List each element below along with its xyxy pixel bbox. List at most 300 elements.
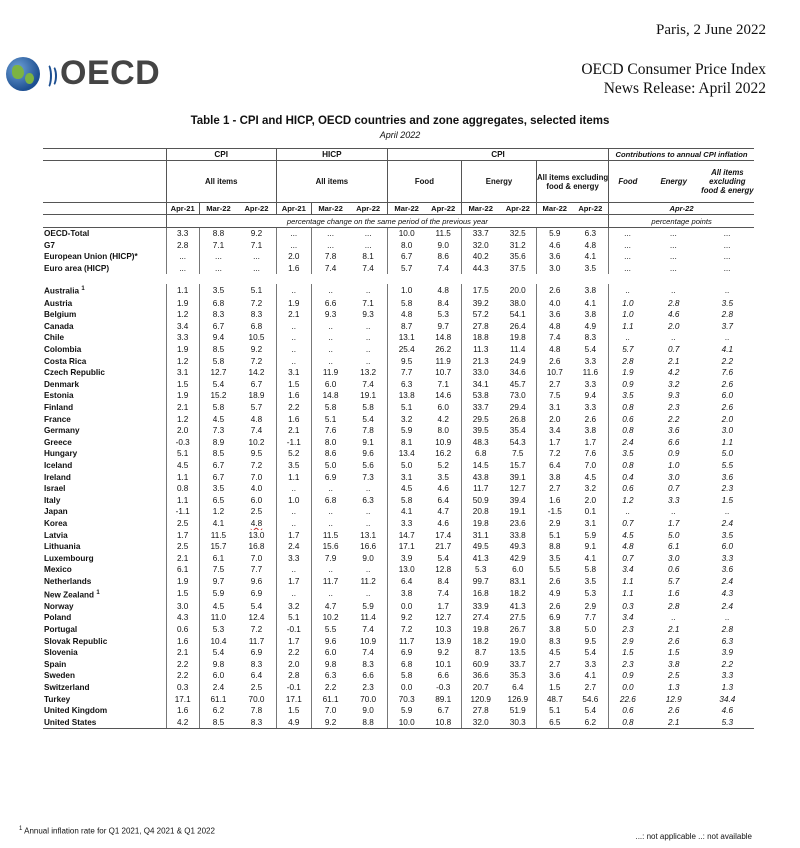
value-cell: 2.6 bbox=[537, 284, 573, 297]
country-cell bbox=[43, 612, 166, 624]
country-name: Euro area (HICP) bbox=[44, 263, 110, 273]
table-row bbox=[43, 309, 754, 321]
value-cell: 48.7 bbox=[537, 694, 573, 706]
value-cell: 1.5 bbox=[609, 647, 647, 659]
value-cell: 89.1 bbox=[435, 694, 452, 704]
header-contributions: Contributions to annual CPI inflation bbox=[609, 149, 754, 161]
release-date: Paris, 2 June 2022 bbox=[656, 22, 766, 38]
value-cell: 11.7 bbox=[461, 483, 499, 495]
value-cell: ... bbox=[166, 251, 199, 263]
value-cell: 0.3 bbox=[166, 682, 199, 694]
footnote-ref: 1 bbox=[81, 286, 85, 293]
country-name: Sweden bbox=[44, 671, 75, 681]
table-row bbox=[43, 659, 754, 671]
value-cell: 2.8 bbox=[721, 310, 734, 320]
value-cell: 41.3 bbox=[461, 553, 499, 565]
value-cell: ... bbox=[276, 228, 311, 240]
value-cell: 2.8 bbox=[166, 240, 199, 252]
value-cell: 2.5 bbox=[250, 683, 263, 693]
value-cell: ... bbox=[609, 263, 647, 275]
value-cell: .. bbox=[311, 518, 349, 530]
value-cell: 7.8 bbox=[250, 706, 263, 716]
country-name: Israel bbox=[44, 484, 66, 494]
value-cell: 2.2 bbox=[311, 682, 349, 694]
value-cell: 11.6 bbox=[582, 368, 598, 378]
value-cell: 33.0 bbox=[461, 367, 499, 379]
value-cell: 3.0 bbox=[667, 553, 680, 563]
value-cell: 35.4 bbox=[509, 426, 526, 436]
country-cell bbox=[43, 518, 166, 530]
value-cell: 8.3 bbox=[250, 659, 263, 669]
legend-note: ...: not applicable ..: not available bbox=[635, 832, 752, 841]
table-row bbox=[43, 298, 754, 310]
value-cell: .. bbox=[725, 507, 730, 517]
value-cell: 9.2 bbox=[387, 612, 425, 624]
value-cell: 1.0 bbox=[667, 461, 680, 471]
country-name: Korea bbox=[44, 518, 68, 528]
value-cell: 2.8 bbox=[667, 601, 680, 611]
value-cell: 2.4 bbox=[721, 601, 734, 611]
value-cell: 17.5 bbox=[461, 284, 499, 297]
value-cell: 9.7 bbox=[437, 321, 449, 331]
value-cell: 11.5 bbox=[311, 530, 349, 542]
value-cell: 3.9 bbox=[387, 553, 425, 565]
value-cell: 23.6 bbox=[509, 518, 526, 528]
value-cell: 3.5 bbox=[609, 448, 647, 460]
country-cell bbox=[43, 251, 166, 263]
value-cell: 3.4 bbox=[537, 425, 573, 437]
value-cell: 6.8 bbox=[387, 659, 425, 671]
value-cell: 5.9 bbox=[584, 530, 597, 540]
value-cell: 6.7 bbox=[199, 472, 237, 484]
value-cell: 70.0 bbox=[248, 694, 265, 704]
value-cell: 3.3 bbox=[584, 356, 597, 366]
value-cell: 4.2 bbox=[667, 368, 680, 378]
value-cell: 7.1 bbox=[362, 298, 374, 308]
value-cell: 1.2 bbox=[166, 356, 199, 368]
value-cell: .. bbox=[725, 286, 730, 296]
country-name: Iceland bbox=[44, 461, 73, 471]
value-cell: -0.3 bbox=[166, 437, 199, 449]
value-cell: 9.5 bbox=[584, 636, 597, 646]
value-cell: 2.0 bbox=[276, 659, 311, 671]
value-cell: .. bbox=[276, 356, 311, 368]
value-cell: 7.1 bbox=[250, 240, 263, 250]
value-cell: 0.8 bbox=[609, 460, 647, 472]
value-cell: 0.6 bbox=[609, 705, 647, 717]
value-cell: 0.3 bbox=[609, 601, 647, 613]
value-cell: 19.8 bbox=[509, 333, 526, 343]
value-cell: ... bbox=[723, 229, 731, 238]
value-cell: 36.6 bbox=[461, 670, 499, 682]
header-all-items-excl: All items excluding food & energy bbox=[537, 161, 609, 203]
value-cell: 9.4 bbox=[584, 391, 597, 401]
value-cell: 39.1 bbox=[509, 472, 526, 482]
value-cell: 15.7 bbox=[199, 541, 237, 553]
value-cell: 7.4 bbox=[362, 625, 374, 635]
value-cell: 70.3 bbox=[387, 694, 425, 706]
value-cell: 19.8 bbox=[461, 518, 499, 530]
value-cell: 6.3 bbox=[311, 670, 349, 682]
col-apr22: Apr-22 bbox=[237, 203, 276, 215]
value-cell: 4.5 bbox=[584, 472, 597, 482]
value-cell: 7.2 bbox=[250, 298, 263, 308]
value-cell: 6.5 bbox=[537, 717, 573, 729]
col-mar22: Mar-22 bbox=[537, 203, 573, 215]
value-cell: 3.3 bbox=[667, 495, 680, 505]
value-cell: 14.6 bbox=[435, 391, 452, 401]
value-cell: 32.5 bbox=[509, 229, 526, 238]
value-cell: 2.2 bbox=[667, 414, 680, 424]
value-cell: 9.5 bbox=[387, 356, 425, 368]
value-cell: 3.5 bbox=[537, 553, 573, 565]
value-cell: .. bbox=[311, 483, 349, 495]
value-cell: 38.0 bbox=[509, 298, 526, 308]
value-cell: 7.0 bbox=[584, 461, 597, 471]
value-cell: 5.8 bbox=[387, 670, 425, 682]
value-cell: 8.3 bbox=[362, 659, 374, 669]
table-row bbox=[43, 506, 754, 518]
value-cell: 6.0 bbox=[437, 403, 449, 413]
header-all-items-cpi: All items bbox=[166, 161, 276, 203]
value-cell: 0.6 bbox=[609, 414, 647, 426]
value-cell: 6.4 bbox=[250, 671, 263, 681]
value-cell: 13.1 bbox=[360, 530, 377, 540]
value-cell: .. bbox=[609, 506, 647, 518]
value-cell: 4.8 bbox=[537, 344, 573, 356]
value-cell: 18.2 bbox=[461, 636, 499, 648]
value-cell: 1.1 bbox=[276, 472, 311, 484]
value-cell: 0.4 bbox=[609, 472, 647, 484]
value-cell: 10.3 bbox=[435, 625, 452, 635]
value-cell: 9.4 bbox=[199, 332, 237, 344]
value-cell: 5.1 bbox=[166, 448, 199, 460]
value-cell: 19.8 bbox=[461, 624, 499, 636]
value-cell: 17.1 bbox=[276, 694, 311, 706]
value-cell: 1.3 bbox=[721, 683, 734, 693]
value-cell: .. bbox=[276, 588, 311, 601]
value-cell: 17.4 bbox=[435, 530, 452, 540]
value-cell: 9.2 bbox=[311, 717, 349, 729]
value-cell: 2.8 bbox=[609, 356, 647, 368]
value-cell: 1.7 bbox=[166, 530, 199, 542]
value-cell: 8.7 bbox=[461, 647, 499, 659]
value-cell: 2.4 bbox=[199, 682, 237, 694]
value-cell: 33.8 bbox=[509, 530, 526, 540]
value-cell: 12.8 bbox=[435, 565, 452, 575]
value-cell: 14.8 bbox=[435, 333, 452, 343]
country-cell bbox=[43, 624, 166, 636]
value-cell: 4.8 bbox=[437, 286, 449, 296]
country-cell bbox=[43, 576, 166, 588]
value-cell: 2.0 bbox=[721, 414, 734, 424]
value-cell: 6.0 bbox=[199, 670, 237, 682]
value-cell: 2.6 bbox=[721, 379, 734, 389]
value-cell: 0.9 bbox=[667, 449, 680, 459]
country-cell bbox=[43, 298, 166, 310]
value-cell: 2.8 bbox=[276, 670, 311, 682]
value-cell: 7.5 bbox=[199, 564, 237, 576]
country-name: Hungary bbox=[44, 449, 78, 459]
signal-arcs-icon bbox=[42, 59, 58, 89]
value-cell: 6.0 bbox=[311, 379, 349, 391]
value-cell: 14.5 bbox=[461, 460, 499, 472]
value-cell: 6.8 bbox=[311, 495, 349, 507]
value-cell: 4.6 bbox=[667, 310, 680, 320]
value-cell: 70.0 bbox=[360, 694, 377, 704]
value-cell: 7.0 bbox=[311, 705, 349, 717]
col-apr22: Apr-22 bbox=[573, 203, 609, 215]
value-cell: 13.8 bbox=[387, 390, 425, 402]
value-cell: 8.5 bbox=[199, 344, 237, 356]
value-cell: 7.8 bbox=[311, 251, 349, 263]
value-cell: 3.5 bbox=[199, 284, 237, 297]
value-cell: 3.0 bbox=[166, 601, 199, 613]
value-cell: 5.0 bbox=[387, 460, 425, 472]
value-cell: 8.0 bbox=[387, 240, 425, 252]
value-cell: 2.2 bbox=[276, 647, 311, 659]
value-cell: 7.5 bbox=[537, 390, 573, 402]
value-cell: 8.9 bbox=[199, 437, 237, 449]
value-cell: 8.0 bbox=[311, 437, 349, 449]
table-row bbox=[43, 564, 754, 576]
cpi-table bbox=[43, 148, 754, 729]
value-cell: 7.0 bbox=[250, 553, 263, 563]
country-cell bbox=[43, 414, 166, 426]
value-cell: 7.3 bbox=[199, 425, 237, 437]
value-cell: .. bbox=[365, 589, 371, 599]
value-cell: 1.0 bbox=[276, 495, 311, 507]
header-energy: Energy bbox=[461, 161, 536, 203]
value-cell: 5.6 bbox=[362, 461, 374, 471]
value-cell: 5.8 bbox=[199, 356, 237, 368]
value-cell: 7.4 bbox=[362, 263, 374, 273]
value-cell: 11.7 bbox=[248, 636, 265, 646]
table-row bbox=[43, 541, 754, 553]
value-cell: 8.8 bbox=[537, 541, 573, 553]
value-cell: 3.3 bbox=[166, 228, 199, 240]
value-cell: 19.1 bbox=[509, 507, 526, 517]
country-cell bbox=[43, 284, 166, 297]
value-cell: 49.5 bbox=[461, 541, 499, 553]
value-cell: 10.4 bbox=[199, 636, 237, 648]
value-cell: 5.4 bbox=[250, 601, 263, 611]
value-cell: 1.6 bbox=[667, 589, 680, 599]
value-cell: 5.5 bbox=[537, 564, 573, 576]
country-cell bbox=[43, 717, 166, 729]
country-name: Turkey bbox=[44, 694, 71, 704]
table-row bbox=[43, 228, 754, 240]
table-row bbox=[43, 495, 754, 507]
table-row bbox=[43, 670, 754, 682]
table-row bbox=[43, 425, 754, 437]
value-cell: .. bbox=[311, 332, 349, 344]
value-cell: 2.6 bbox=[537, 576, 573, 588]
value-cell: 6.4 bbox=[437, 495, 449, 505]
table-row bbox=[43, 344, 754, 356]
value-cell: 6.3 bbox=[387, 379, 425, 391]
value-cell: 3.5 bbox=[584, 576, 597, 586]
country-cell bbox=[43, 705, 166, 717]
value-cell: 4.1 bbox=[584, 553, 597, 563]
value-cell: 1.7 bbox=[276, 530, 311, 542]
table-row bbox=[43, 472, 754, 484]
value-cell: 7.4 bbox=[362, 648, 374, 658]
value-cell: 83.1 bbox=[509, 576, 526, 586]
value-cell: 5.3 bbox=[584, 589, 597, 599]
value-cell: -0.1 bbox=[276, 624, 311, 636]
value-cell: 5.7 bbox=[250, 403, 263, 413]
value-cell: 11.3 bbox=[461, 344, 499, 356]
value-cell: 3.4 bbox=[609, 564, 647, 576]
country-cell bbox=[43, 553, 166, 565]
value-cell: 4.6 bbox=[437, 518, 449, 528]
value-cell: 4.0 bbox=[250, 484, 263, 494]
country-cell bbox=[43, 379, 166, 391]
value-cell: 26.4 bbox=[509, 321, 526, 331]
value-cell: 1.0 bbox=[387, 284, 425, 297]
value-cell: 4.5 bbox=[166, 460, 199, 472]
value-cell: 4.8 bbox=[250, 518, 263, 528]
value-cell: ... bbox=[609, 251, 647, 263]
value-cell: 8.3 bbox=[199, 309, 237, 321]
value-cell: 11.5 bbox=[435, 229, 451, 238]
country-cell bbox=[43, 682, 166, 694]
value-cell: 2.2 bbox=[166, 670, 199, 682]
country-name: Lithuania bbox=[44, 542, 81, 552]
unit-pct-change: percentage change on the same period of the previous year bbox=[166, 215, 608, 228]
value-cell: .. bbox=[276, 284, 311, 297]
value-cell: 1.7 bbox=[537, 437, 573, 449]
value-cell: 27.4 bbox=[461, 612, 499, 624]
value-cell: 8.3 bbox=[250, 310, 263, 320]
value-cell: 1.1 bbox=[166, 472, 199, 484]
value-cell: ... bbox=[609, 240, 647, 252]
country-cell bbox=[43, 240, 166, 252]
value-cell: 6.7 bbox=[199, 460, 237, 472]
value-cell: 73.0 bbox=[509, 391, 526, 401]
value-cell: 2.7 bbox=[537, 483, 573, 495]
value-cell: ... bbox=[364, 240, 372, 250]
value-cell: 5.0 bbox=[311, 460, 349, 472]
value-cell: 3.2 bbox=[584, 484, 597, 494]
value-cell: 3.0 bbox=[667, 472, 680, 482]
value-cell: 12.7 bbox=[435, 613, 452, 623]
value-cell: 3.8 bbox=[387, 588, 425, 601]
table-row bbox=[43, 332, 754, 344]
value-cell: 1.7 bbox=[276, 636, 311, 648]
value-cell: .. bbox=[311, 564, 349, 576]
value-cell: 8.4 bbox=[437, 576, 449, 586]
value-cell: 2.5 bbox=[166, 541, 199, 553]
value-cell: 8.4 bbox=[437, 298, 449, 308]
value-cell: .. bbox=[365, 484, 371, 494]
value-cell: 6.8 bbox=[199, 298, 237, 310]
value-cell: 27.5 bbox=[509, 613, 526, 623]
value-cell: 1.6 bbox=[276, 263, 311, 275]
value-cell: 6.7 bbox=[387, 251, 425, 263]
value-cell: 31.2 bbox=[509, 240, 526, 250]
value-cell: 0.6 bbox=[609, 483, 647, 495]
value-cell: 5.9 bbox=[387, 705, 425, 717]
value-cell: 5.0 bbox=[721, 449, 734, 459]
value-cell: 2.0 bbox=[584, 495, 597, 505]
country-cell bbox=[43, 647, 166, 659]
logo-text: OECD bbox=[60, 54, 161, 92]
value-cell: 7.7 bbox=[250, 565, 263, 575]
value-cell: 2.1 bbox=[166, 647, 199, 659]
value-cell: 7.3 bbox=[362, 472, 374, 482]
value-cell: 1.0 bbox=[609, 309, 647, 321]
value-cell: 10.7 bbox=[435, 368, 452, 378]
value-cell: 7.6 bbox=[584, 449, 597, 459]
value-cell: 4.0 bbox=[537, 298, 573, 310]
country-name: Costa Rica bbox=[44, 356, 87, 366]
value-cell: 1.1 bbox=[166, 284, 199, 297]
table-row bbox=[43, 448, 754, 460]
value-cell: 5.4 bbox=[584, 648, 597, 658]
value-cell: 11.4 bbox=[360, 613, 376, 623]
value-cell: 6.3 bbox=[584, 229, 597, 238]
value-cell: 2.6 bbox=[667, 636, 680, 646]
country-cell bbox=[43, 228, 166, 240]
value-cell: 7.2 bbox=[537, 448, 573, 460]
value-cell: 3.5 bbox=[437, 472, 449, 482]
value-cell: 3.8 bbox=[584, 286, 597, 296]
value-cell: 17.1 bbox=[166, 694, 199, 706]
col-mar22: Mar-22 bbox=[387, 203, 425, 215]
value-cell: 4.3 bbox=[166, 612, 199, 624]
country-cell bbox=[43, 506, 166, 518]
value-cell: 33.9 bbox=[461, 601, 499, 613]
value-cell: 7.1 bbox=[199, 240, 237, 252]
value-cell: 6.7 bbox=[199, 321, 237, 333]
value-cell: 5.4 bbox=[584, 706, 597, 716]
value-cell: .. bbox=[276, 564, 311, 576]
value-cell: 4.8 bbox=[250, 414, 263, 424]
value-cell: ... bbox=[670, 229, 678, 238]
footnote-text: Annual inflation rate for Q1 2021, Q4 2021 & Q1 2022 bbox=[24, 826, 215, 836]
value-cell: 4.1 bbox=[584, 671, 597, 681]
value-cell: 15.6 bbox=[311, 541, 349, 553]
globe-icon bbox=[6, 57, 40, 91]
value-cell: 16.2 bbox=[435, 449, 452, 459]
value-cell: 7.2 bbox=[250, 356, 263, 366]
value-cell: .. bbox=[276, 518, 311, 530]
value-cell: 13.5 bbox=[509, 648, 526, 658]
country-cell bbox=[43, 309, 166, 321]
value-cell: 31.1 bbox=[461, 530, 499, 542]
value-cell: 9.2 bbox=[437, 648, 449, 658]
value-cell: 2.7 bbox=[537, 659, 573, 671]
value-cell: 6.0 bbox=[721, 391, 734, 401]
value-cell: 5.9 bbox=[537, 228, 573, 240]
country-cell bbox=[43, 483, 166, 495]
value-cell: 17.1 bbox=[387, 541, 425, 553]
value-cell: 8.0 bbox=[437, 426, 449, 436]
value-cell: 4.8 bbox=[584, 240, 597, 250]
value-cell: 8.3 bbox=[237, 717, 276, 729]
value-cell: 19.1 bbox=[360, 391, 377, 401]
value-cell: 6.4 bbox=[387, 576, 425, 588]
country-name: Japan bbox=[44, 507, 68, 517]
value-cell: 6.1 bbox=[199, 553, 237, 565]
value-cell: 8.7 bbox=[387, 321, 425, 333]
value-cell: .. bbox=[671, 613, 676, 623]
value-cell: 0.9 bbox=[609, 379, 647, 391]
value-cell: 43.8 bbox=[461, 472, 499, 484]
country-name: Mexico bbox=[44, 565, 72, 575]
